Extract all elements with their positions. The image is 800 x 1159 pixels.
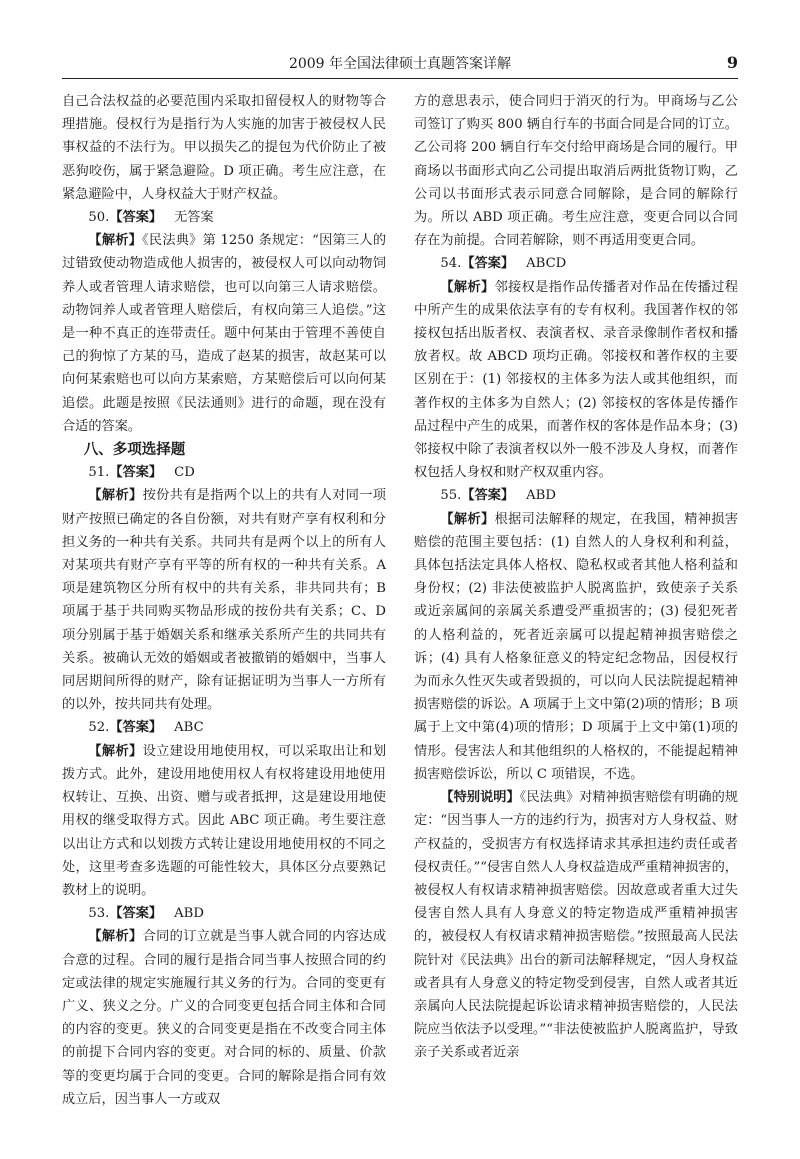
special-note-label: 【特别说明】	[440, 790, 520, 806]
q50-explanation-text: 《民法典》第 1250 条规定：“因第三人的过错致使动物造成他人损害的，被侵权人可以向动物饲养人或者管理人请求赔偿，也可以向第三人请求赔偿。动物饲养人或者管理人赔偿后，有权向第三人追偿。”这是一种不真正的连带责任。题中何某由于管理不善使自己的狗惊了方某的马，造成了赵某的损害，故赵某可以向何某索赔也可以向方某索赔，方某赔偿后可以向何某追偿。此题是按照《民法通则》进行的命题，现在没有合适的答案。	[62, 233, 387, 434]
answer-label: 【答案】	[109, 906, 163, 922]
q53-explanation-text: 合同的订立就是当事人就合同的内容达成合意的过程。合同的履行是指合同当事人按照合同的约定或法律的规定实施履行其义务的行为。合同的变更有广义、狭义之分。广义的合同变更包括合同主体和合同的内容的变更。狭义的合同变更是指在不改变合同主体的前提下合同内容的变更。对合同的标的、质量、价款等的变更均属于合同的变更。合同的解除是指合同有效成立后，因当事人一方或双	[62, 929, 387, 1107]
q50-number: 50.	[88, 210, 110, 226]
explanation-label: 【解析】	[88, 929, 143, 945]
continued-paragraph: 方的意思表示，使合同归于消灭的行为。甲商场与乙公司签订了购买 800 辆自行车的书面合同是合同的订立。乙公司将 200 辆自行车交付给甲商场是合同的履行。甲商场以书面形式向乙公司提出取消后两批货物订购，乙公司以书面形式表示同意合同解除，是合同的解除行为。所以 ABD 项正确。考生应注意，变更合同以合同存在为前提。合同若解除，则不再适用变更合同。	[414, 94, 738, 249]
q50-answer: 无答案	[174, 210, 214, 226]
q54-explanation	[414, 276, 738, 485]
q50-explanation	[62, 229, 386, 438]
answer-label: 【答案】	[461, 488, 515, 504]
running-title: 2009 年全国法律硕士真题答案详解	[288, 56, 512, 72]
q54-answer: ABCD	[526, 256, 567, 272]
answer-label: 【答案】	[109, 210, 163, 226]
q53-answer: ABD	[174, 906, 204, 922]
q53-number: 53.	[88, 906, 110, 922]
q52-explanation-text: 设立建设用地使用权，可以采取出让和划拨方式。此外，建设用地使用权人有权将建设用地使用权转让、互换、出资、赠与或者抵押，这是建设用地使用权的继受取得方式。因此 ABC 项正确。考生要注意以出让方式和以划拨方式转让建设用地使用权的不同之处，这里考查多选题的可能性较大，具体区分点要熟记教材上的说明。	[62, 743, 387, 898]
special-note-text: 《民法典》对精神损害赔偿有明确的规定：“因当事人一方的违约行为，损害对方人身权益、财产权益的，受损害方有权选择请求其承担违约责任或者侵权责任。”“侵害自然人人身权益造成严重精神损害的，被侵权人有权请求精神损害赔偿。因故意或者重大过失侵害自然人具有人身意义的特定物造成严重精神损害的，被侵权人有权请求精神损害赔偿。”按照最高人民法院针对《民法典》出台的新司法解释规定，“因人身权益或者具有人身意义的特定物受到侵害，自然人或者其近亲属向人民法院提起诉讼请求精神损害赔偿的，人民法院应当依法予以受理。”“非法使被监护人脱离监护，导致亲子关系或者近亲	[414, 790, 738, 1061]
q54-explanation-text: 邻接权是指作品传播者对作品在传播过程中所产生的成果依法享有的专有权利。我国著作权的邻接权包括出版者权、表演者权、录音录像制作者权和播放者权。故 ABCD 项均正确。邻接权和著作权的主要区别在于：(1) 邻接权的主体多为法人或其他组织，而著作权的主体多为自然人；(2) 邻接权的客体是传播作品过程中产生的成果，而著作权的客体是作品本身；(3) 邻接权中除了表演者权以外一般不涉及人身权，而著作权包括人身权和财产权双重内容。	[414, 279, 739, 481]
q55-explanation	[414, 508, 738, 786]
answer-label: 【答案】	[461, 256, 515, 272]
q51-number: 51.	[88, 465, 110, 481]
q55-answer: ABD	[526, 488, 556, 504]
explanation-label: 【解析】	[440, 511, 495, 527]
q55-explanation-text: 根据司法解释的规定，在我国，精神损害赔偿的范围主要包括：(1) 自然人的人身权利和利益，具体包括法定具体人格权、隐私权或者其他人格利益和身份权；(2) 非法使被监护人脱离监护，致使亲子关系或近亲属间的亲属关系遭受严重损害的；(3) 侵犯死者的人格利益的，死者近亲属可以提起精神损害赔偿之诉；(4) 具有人格象征意义的特定纪念物品，因侵权行为而永久性灭失或者毁损的，可以向人民法院提起精神损害赔偿的诉讼。A 项属于上文中第(2)项的情形；B 项属于上文中第(4)项的情形；D 项属于上文中第(1)项的情形。侵害法人和其他组织的人格权的，不能提起精神损害赔偿诉讼，所以 C 项错误，不选。	[414, 511, 739, 782]
q51-answer-line	[62, 461, 386, 484]
q52-explanation	[62, 740, 386, 902]
left-column	[62, 90, 386, 1111]
page-number: 9	[726, 53, 738, 72]
q51-explanation-text: 按份共有是指两个以上的共有人对同一项财产按照已确定的各自份额，对共有财产享有权利和分担义务的一种共有关系。共同共有是两个以上的所有人对某项共有财产享有平等的所有权的一种共有关系。A 项是建筑物区分所有权中的共有关系，非共同共有；B 项属于基于共同购买物品形成的按份共有关系；C、D 项分别属于基于婚姻关系和继承关系所产生的共同共有关系。被确认无效的婚姻或者被撤销的婚姻中，当事人同居期间所得的财产，除有证据证明为当事人一方所有的以外，按共同共有处理。	[62, 488, 387, 713]
explanation-label: 【解析】	[88, 488, 143, 504]
q53-answer-line	[62, 902, 386, 925]
section-heading: 八、多项选择题	[83, 441, 186, 459]
page-header	[62, 52, 738, 76]
answer-label: 【答案】	[109, 720, 163, 736]
q55-answer-line	[414, 484, 738, 507]
q53-explanation	[62, 925, 386, 1111]
q52-answer-line	[62, 716, 386, 739]
explanation-label: 【解析】	[440, 279, 495, 295]
header-divider	[62, 78, 738, 79]
q54-answer-line	[414, 252, 738, 275]
q51-answer: CD	[174, 465, 195, 481]
q55-number: 55.	[440, 488, 462, 504]
answer-label: 【答案】	[109, 465, 163, 481]
continued-paragraph: 自己合法权益的必要范围内采取扣留侵权人的财物等合理措施。侵权行为是指行为人实施的加害于被侵权人民事权益的不法行为。甲以损失乙的提包为代价防止了被恶狗咬伤，属于紧急避险。D 项正确。考生应注意，在紧急避险中，人身权益大于财产权益。	[62, 94, 386, 202]
q50-answer-line	[62, 206, 386, 229]
q51-explanation	[62, 484, 386, 716]
q52-answer: ABC	[174, 720, 204, 736]
explanation-label: 【解析】	[88, 233, 143, 249]
special-note	[414, 786, 738, 1064]
right-column	[414, 90, 738, 1065]
q54-number: 54.	[440, 256, 462, 272]
explanation-label: 【解析】	[88, 743, 143, 759]
q52-number: 52.	[88, 720, 110, 736]
